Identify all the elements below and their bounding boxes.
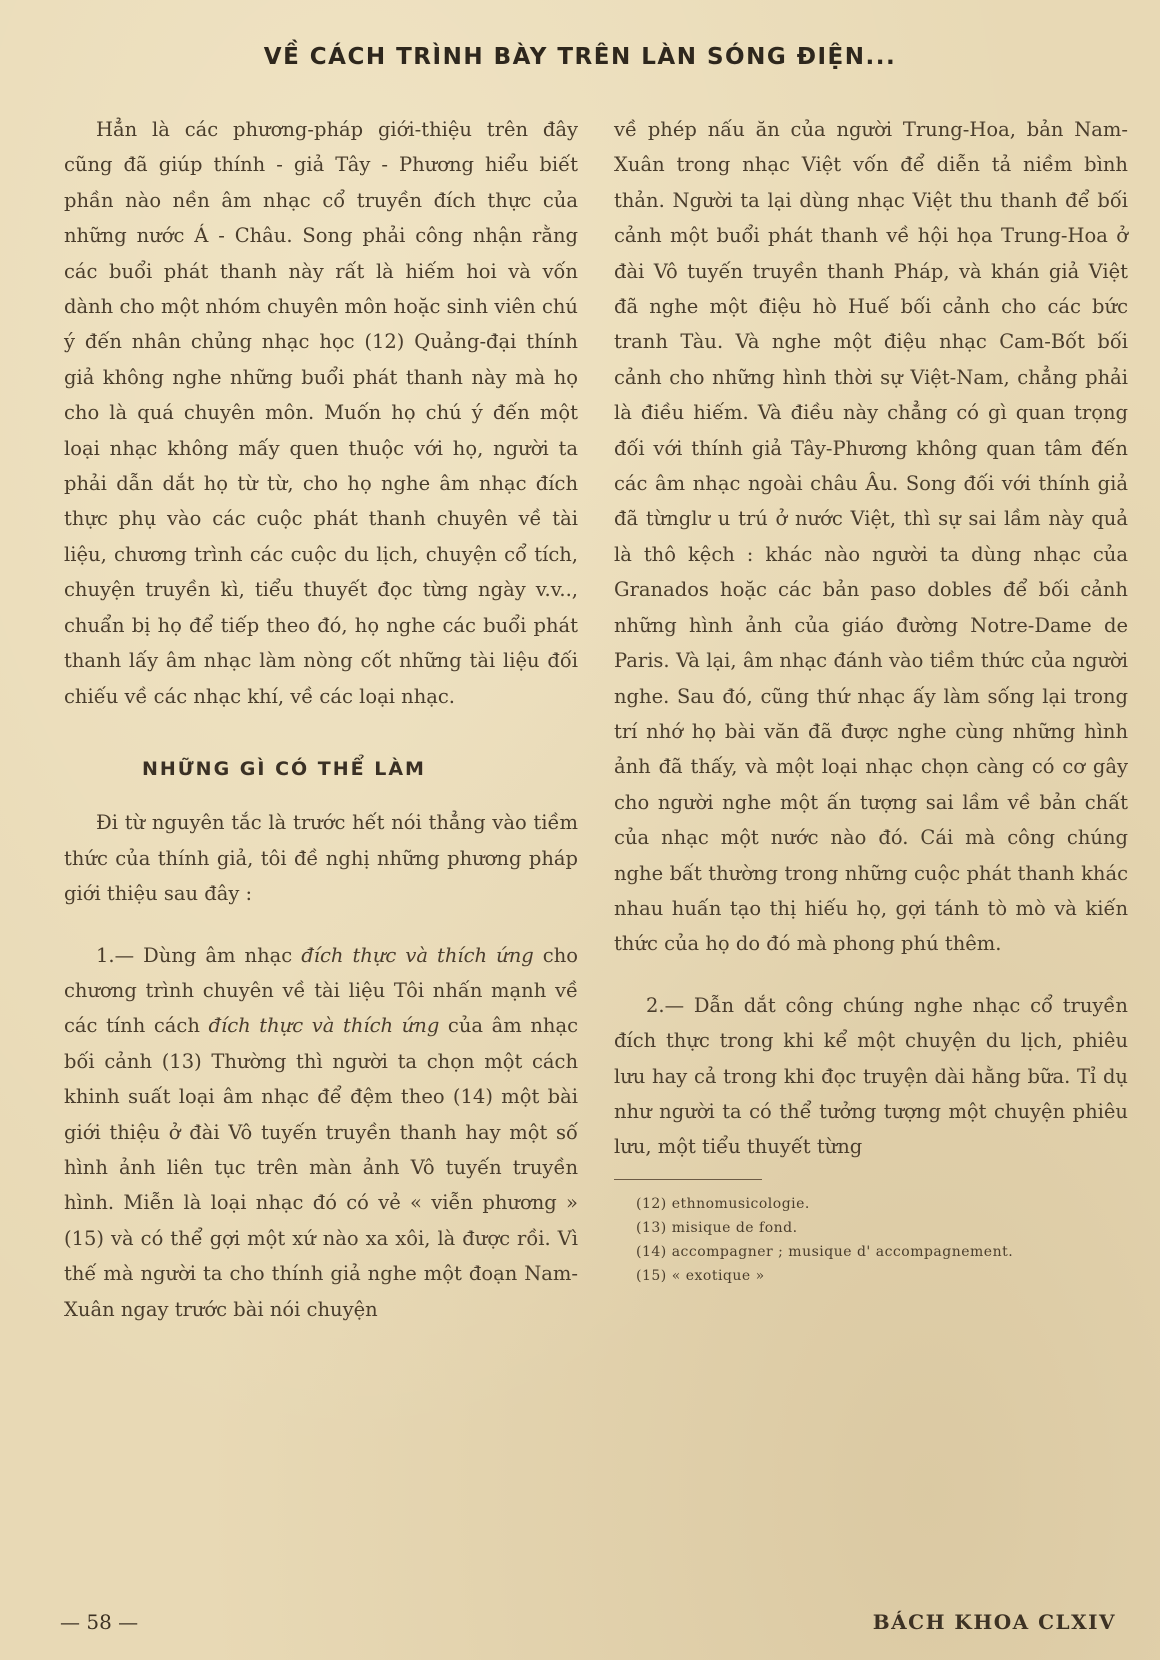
item-1-emphasis: đích thực và thích ứng — [301, 943, 534, 967]
page-number: — 58 — — [60, 1610, 139, 1634]
footnotes — [614, 1192, 1128, 1288]
item-1-middle: cho chương trình chuyên về tài liệu Tôi nhấn mạnh về các tính cách — [64, 943, 578, 1038]
paragraph-gap — [64, 912, 578, 938]
right-paragraph-2: 2.— Dẫn dắt công chúng nghe nhạc cổ truyền đích thực trong khi kể một chuyện du lịch, phiêu lưu hay cả trong khi đọc truyện dài hằng bữa. Tỉ dụ như người ta có thể tưởng tượng một chuyện phiêu lưu, một tiểu thuyết từng — [614, 993, 1128, 1159]
footnote-15: (15) « exotique » — [636, 1267, 765, 1284]
item-1-rest: của âm nhạc bối cảnh (13) Thường thì người ta chọn một cách khinh suất loại âm nhạc để đệm theo (14) một bài giới thiệu ở đài Vô tuyến truyền thanh hay một số hình ảnh liên tục trên màn ảnh Vô tuyến truyền hình. Miễn là loại nhạc đó có vẻ « viễn phương » (15) và có thể gợi một xứ nào xa xôi, là được rồi. Vì thế mà người ta cho thính giả nghe một đoạn Nam-Xuân ngay trước bài nói chuyện — [64, 1014, 578, 1321]
running-head: VỀ CÁCH TRÌNH BÀY TRÊN LÀN SÓNG ĐIỆN... — [263, 44, 897, 70]
item-1-emphasis-2: đích thực và thích ứng — [208, 1014, 440, 1038]
left-paragraph-1: Hẳn là các phương-pháp giới-thiệu trên đây cũng đã giúp thính - giả Tây - Phương hiểu biết phần nào nền âm nhạc cổ truyền đích thực của những nước Á - Châu. Song phải công nhận rằng các buổi phát thanh này rất là hiếm hoi và vốn dành cho một nhóm chuyên môn hoặc sinh viên chú ý đến nhân chủng nhạc học (12) Quảng-đại thính giả không nghe những buổi phát thanh này mà họ cho là quá chuyên môn. Muốn họ chú ý đến một loại nhạc không mấy quen thuộc với họ, người ta phải dẫn dắt họ từ từ, cho họ nghe âm nhạc đích thực phụ vào các cuộc phát thanh chuyên về tài liệu, chương trình các cuộc du lịch, chuyện cổ tích, chuyện truyền kì, tiểu thuyết đọc từng ngày v.v.., chuẩn bị họ để tiếp theo đó, họ nghe các buổi phát thanh lấy âm nhạc làm nòng cốt những tài liệu đối chiếu về các nhạc khí, về các loại nhạc. — [64, 118, 578, 708]
magazine-issue: BÁCH KHOA CLXIV — [872, 1610, 1116, 1634]
right-column — [614, 112, 1128, 1288]
left-column — [64, 112, 578, 1327]
footnote-13: (13) misique de fond. — [636, 1219, 798, 1236]
left-paragraph-3 — [64, 938, 578, 1327]
right-paragraph-1: về phép nấu ăn của người Trung-Hoa, bản Nam-Xuân trong nhạc Việt vốn để diễn tả niềm bình thản. Người ta lại dùng nhạc Việt thu thanh để bối cảnh một buổi phát thanh về hội họa Trung-Hoa ở đài Vô tuyến truyền thanh Pháp, và khán giả Việt đã nghe một điệu hò Huế bối cảnh cho các bức tranh Tàu. Và nghe một điệu nhạc Cam-Bốt bối cảnh cho những hình thời sự Việt-Nam, chẳng phải là điều hiếm. Và điều này chẳng có gì quan trọng đối với thính giả Tây-Phương không quan tâm đến các âm nhạc ngoài châu Âu. Song đối với thính giả đã từnglư u trú ở nước Việt, thì sự sai lầm này quả là thô kệch : khác nào người ta dùng nhạc của Granados hoặc các bản paso dobles để bối cảnh những hình ảnh của giáo đường Notre-Dame de Paris. Và lại, âm nhạc đánh vào tiềm thức của người nghe. Sau đó, cũng thứ nhạc ấy làm sống lại trong trí nhớ họ bài văn đã được nghe cùng những hình ảnh đã thấy, và một loại nhạc chọn càng có cơ gây cho người nghe một ấn tượng sai lầm về bản chất của nhạc một nước nào đó. Cái mà công chúng nghe bất thường trong những cuộc phát thanh khác nhau huấn tạo thị hiếu họ, gợi tánh tò mò và kiến thức của họ do đó mà phong phú thêm. — [614, 118, 1128, 956]
footnote-14: (14) accompagner ; musique d' accompagnement. — [636, 1243, 1014, 1260]
footnote-12: (12) ethnomusicologie. — [636, 1195, 810, 1212]
footnote-rule — [614, 1179, 762, 1180]
left-paragraph-2: Đi từ nguyên tắc là trước hết nói thẳng vào tiềm thức của thính giả, tôi đề nghị những phương pháp giới thiệu sau đây : — [64, 811, 578, 906]
paragraph-gap — [614, 962, 1128, 988]
item-1-intro: 1.— Dùng âm nhạc — [96, 943, 302, 967]
section-heading: NHỮNG GÌ CÓ THỂ LÀM — [142, 757, 426, 780]
